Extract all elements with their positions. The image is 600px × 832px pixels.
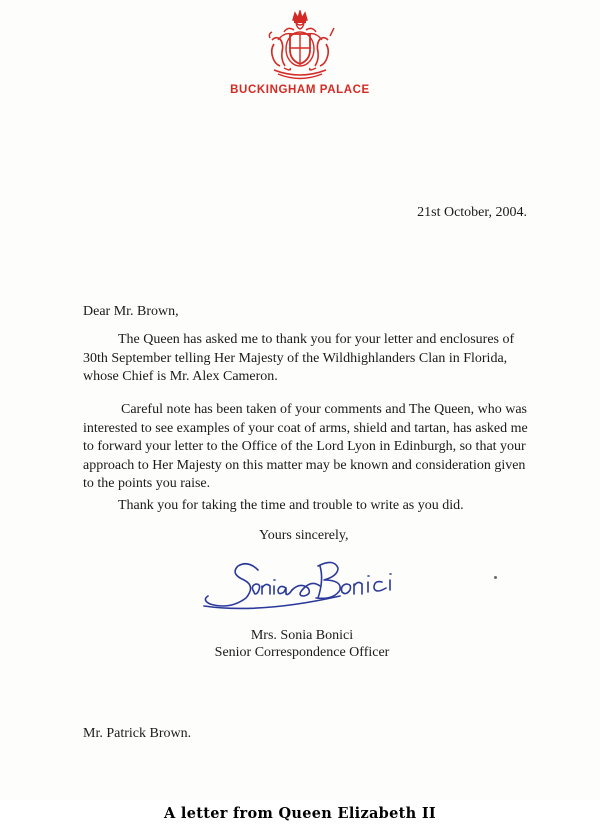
paragraph-2: Careful note has been taken of your comments and The Queen, who was interested to see examples of your coat of arms, shield and tartan, has asked me to forward your letter to the Office of the Lord Lyon in Edinburgh, so that your approach to Her Majesty on this matter may be known and consideration given to the points you raise.	[83, 402, 528, 492]
signatory-title: Senior Correspondence Officer	[214, 645, 390, 660]
recipient-name: Mr. Patrick Brown.	[83, 726, 192, 741]
letterhead-address: BUCKINGHAM PALACE	[230, 84, 370, 96]
closing: Yours sincerely,	[259, 528, 349, 543]
paper-speck	[494, 576, 497, 579]
paragraph-1: The Queen has asked me to thank you for your letter and enclosures of 30th September telling Her Majesty of the Wildhighlanders Clan in Florida, whose Chief is Mr. Alex Cameron.	[83, 332, 515, 385]
letter-date: 21st October, 2004.	[417, 205, 527, 220]
signatory-name: Mrs. Sonia Bonici	[250, 628, 354, 643]
image-caption: A letter from Queen Elizabeth II	[163, 805, 436, 822]
salutation: Dear Mr. Brown,	[83, 304, 179, 319]
handwritten-signature	[200, 552, 440, 618]
royal-coat-of-arms-icon	[264, 10, 336, 84]
paragraph-3: Thank you for taking the time and trouble to write as you did.	[118, 498, 464, 513]
